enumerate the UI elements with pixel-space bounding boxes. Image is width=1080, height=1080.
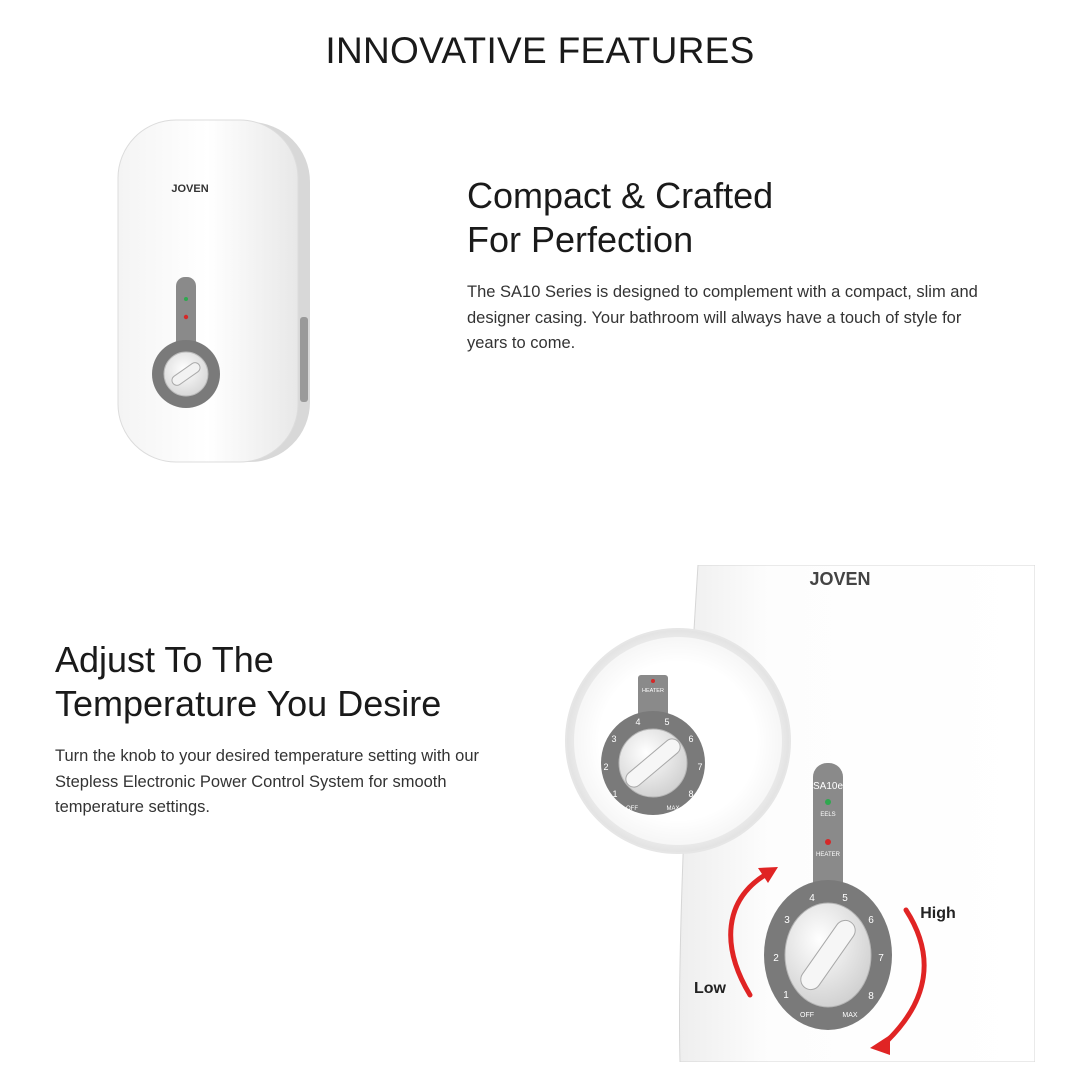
inset-dial-number-1: 1 (612, 789, 618, 799)
brand-logo: JOVEN (171, 183, 209, 195)
page-title: INNOVATIVE FEATURES (325, 30, 755, 71)
dial-off-label: OFF (800, 1012, 814, 1019)
inset-dial-number-5: 5 (664, 717, 670, 727)
feature-temperature-heading-line1: Adjust To The (55, 639, 274, 680)
high-label: High (920, 905, 956, 922)
feature-compact-heading (467, 174, 773, 262)
inset-dial-number-2: 2 (603, 762, 609, 772)
inset-dial-number-3: 3 (611, 734, 617, 744)
feature-compact-description: The SA10 Series is designed to complement with a compact, slim and designer casing. Your bathroom will always have a touch of style for years to come. (467, 283, 978, 352)
feature-temperature-heading-line2: Temperature You Desire (55, 683, 442, 724)
dial-number-6: 6 (868, 915, 874, 926)
heater-label: HEATER (816, 852, 840, 858)
temperature-knob-image (560, 565, 1035, 1062)
inset-dial-number-8: 8 (688, 789, 694, 799)
dial-number-7: 7 (878, 953, 884, 964)
inset-dial-number-4: 4 (635, 717, 641, 727)
water-heater-image (100, 112, 320, 472)
dial-number-1: 1 (783, 990, 789, 1001)
feature-compact-heading-line1: Compact & Crafted (467, 175, 774, 216)
inset-dial-number-7: 7 (697, 762, 703, 772)
brand-logo-large: JOVEN (809, 569, 871, 589)
dial-number-8: 8 (868, 991, 874, 1002)
model-label: SA10e (812, 781, 844, 792)
inset-heater-label: HEATER (642, 688, 664, 694)
feature-compact-heading-line2: For Perfection (467, 219, 694, 260)
dial-number-3: 3 (784, 915, 790, 926)
inset-dial-max-label: MAX (666, 806, 680, 812)
low-label: Low (694, 980, 726, 997)
inset-dial-off-label: OFF (626, 806, 638, 812)
inset-dial-number-6: 6 (688, 734, 694, 744)
feature-temperature-description: Turn the knob to your desired temperature setting with our Stepless Electronic Power Control System for smooth temperature settings. (55, 747, 480, 816)
eels-label: EELS (820, 812, 836, 818)
dial-number-5: 5 (842, 893, 848, 904)
dial-number-4: 4 (809, 893, 815, 904)
feature-temperature-heading (55, 638, 441, 726)
dial-number-2: 2 (773, 953, 779, 964)
dial-max-label: MAX (842, 1012, 858, 1019)
